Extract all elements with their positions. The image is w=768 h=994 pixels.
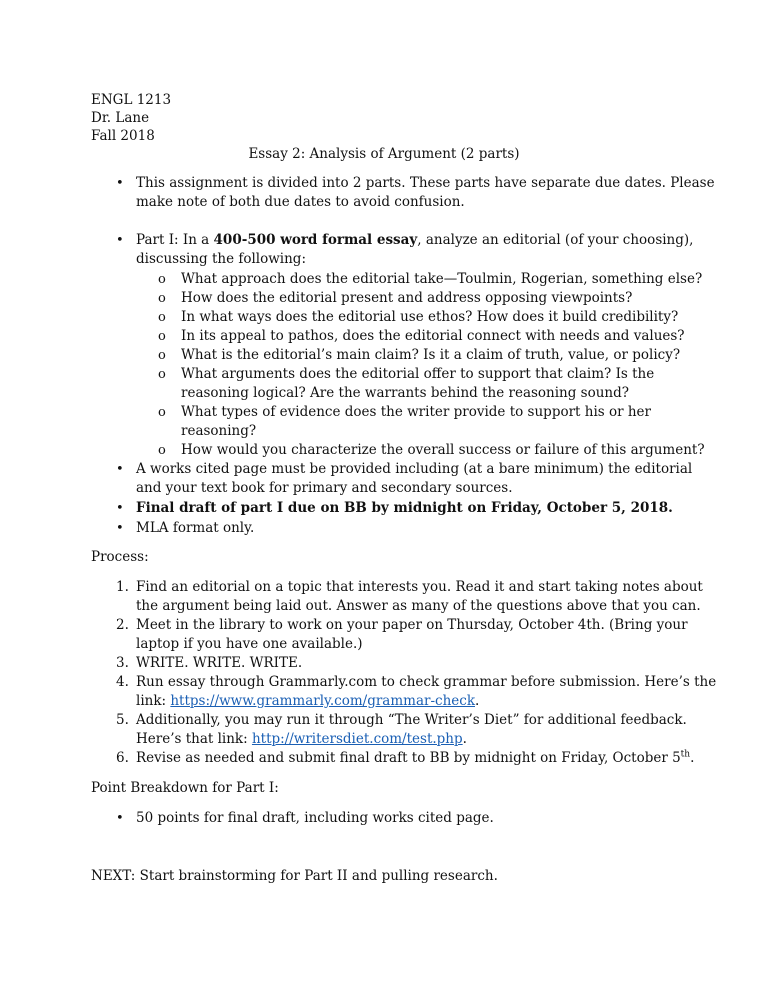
term: Fall 2018 [91,128,155,144]
step-5-line-2: Here’s that link: http://writersdiet.com/test.php. [136,731,467,747]
process-heading: Process: [91,549,149,565]
bullet-icon: • [116,176,124,191]
question-4: In its appeal to pathos, does the editorial connect with needs and values? [181,328,685,344]
sub-bullet-icon: o [158,348,166,363]
mla-format: MLA format only. [136,520,255,536]
step-number: 6. [116,750,129,766]
question-7-line-2: reasoning? [181,423,257,439]
works-cited-line-1: A works cited page must be provided including (at a bare minimum) the editorial [136,461,693,477]
next-step: NEXT: Start brainstorming for Part II and pulling research. [91,868,498,884]
question-7-line-1: What types of evidence does the writer provide to support his or her [181,404,651,420]
sub-bullet-icon: o [158,272,166,287]
step-5-line-1: Additionally, you may run it through “The Writer’s Diet” for additional feedback. [136,712,687,728]
sub-bullet-icon: o [158,310,166,325]
sub-bullet-icon: o [158,329,166,344]
question-6-line-1: What arguments does the editorial offer to support that claim? Is the [181,366,655,382]
step-number: 3. [116,655,129,671]
step-2-line-2: laptop if you have one available.) [136,636,363,652]
step-2-line-1: Meet in the library to work on your paper on Thursday, October 4th. (Bring your [136,617,688,633]
question-5: What is the editorial’s main claim? Is it a claim of truth, value, or policy? [181,347,681,363]
sub-bullet-icon: o [158,443,166,458]
step-number: 1. [116,579,129,595]
intro-line-1: This assignment is divided into 2 parts. These parts have separate due dates. Please [136,175,715,191]
step-1-line-1: Find an editorial on a topic that interests you. Read it and start taking notes about [136,579,703,595]
step-number: 4. [116,674,129,690]
sub-bullet-icon: o [158,291,166,306]
question-8: How would you characterize the overall success or failure of this argument? [181,442,705,458]
question-2: How does the editorial present and address opposing viewpoints? [181,290,633,306]
part1-line-2: discussing the following: [136,251,306,267]
step-number: 5. [116,712,129,728]
bullet-icon: • [116,462,124,477]
bullet-icon: • [116,233,124,248]
points-heading: Point Breakdown for Part I: [91,780,279,796]
question-3: In what ways does the editorial use ethos? How does it build credibility? [181,309,679,325]
step-number: 2. [116,617,129,633]
step-6: Revise as needed and submit final draft to BB by midnight on Friday, October 5th. [136,749,695,766]
intro-line-2: make note of both due dates to avoid confusion. [136,194,465,210]
final-draft-due: Final draft of part I due on BB by midnight on Friday, October 5, 2018. [136,500,673,516]
question-1: What approach does the editorial take—Toulmin, Rogerian, something else? [181,271,703,287]
step-4-line-1: Run essay through Grammarly.com to check grammar before submission. Here’s the [136,674,717,690]
points-item: 50 points for final draft, including works cited page. [136,810,494,826]
bullet-icon: • [116,501,124,516]
bullet-icon: • [116,811,124,826]
sub-bullet-icon: o [158,405,166,420]
grammarly-link[interactable]: https://www.grammarly.com/grammar-check [170,693,475,709]
instructor-name: Dr. Lane [91,110,150,126]
step-1-line-2: the argument being laid out. Answer as many of the questions above that you can. [136,598,701,614]
writers-diet-link[interactable]: http://writersdiet.com/test.php [251,731,463,747]
page-title: Essay 2: Analysis of Argument (2 parts) [248,146,520,162]
question-6-line-2: reasoning logical? Are the warrants behind the reasoning sound? [181,385,630,401]
course-code: ENGL 1213 [91,92,172,108]
bullet-icon: • [116,521,124,536]
works-cited-line-2: and your text book for primary and secondary sources. [136,480,513,496]
step-4-line-2: link: https://www.grammarly.com/grammar-check. [136,693,480,709]
sub-bullet-icon: o [158,367,166,382]
part1-line-1: Part I: In a 400-500 word formal essay, analyze an editorial (of your choosing), [136,232,694,248]
step-3: WRITE. WRITE. WRITE. [136,655,303,671]
